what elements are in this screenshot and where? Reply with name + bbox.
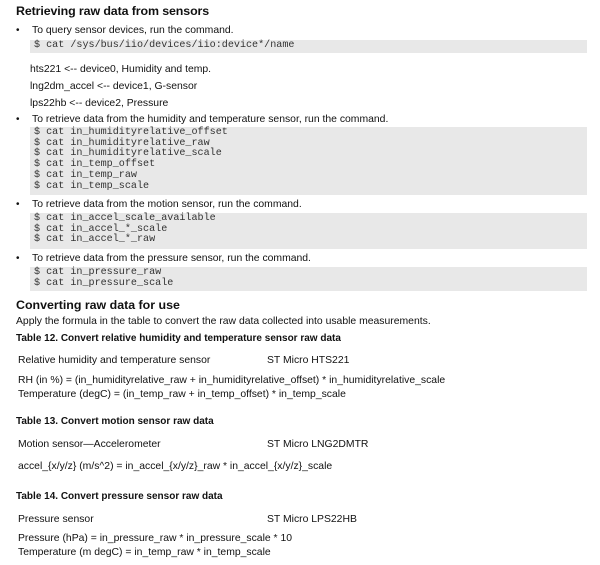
bullet-icon: • — [16, 114, 20, 125]
section-heading-retrieving: Retrieving raw data from sensors — [16, 4, 210, 18]
formula-line: RH (in %) = (in_humidityrelative_raw + in_humidityrelative_offset) * in_humidityrelative_scale — [18, 375, 446, 386]
table-caption: Table 12. Convert relative humidity and temperature sensor raw data — [16, 333, 341, 344]
code-line: $ cat in_accel_scale_available — [34, 213, 216, 224]
table-part-number: ST Micro HTS221 — [267, 355, 350, 366]
table-sensor-name: Relative humidity and temperature sensor — [18, 355, 211, 366]
table-sensor-name: Pressure sensor — [18, 514, 94, 525]
code-line: $ cat in_pressure_raw — [34, 267, 162, 278]
code-line: $ cat in_pressure_scale — [34, 277, 174, 289]
code-line: $ cat in_humidityrelative_offset — [34, 127, 228, 138]
table-part-number: ST Micro LNG2DMTR — [267, 439, 369, 450]
table-sensor-name: Motion sensor—Accelerometer — [18, 439, 161, 450]
bullet-icon: • — [16, 253, 20, 264]
code-line: $ cat in_temp_offset — [34, 159, 156, 171]
formula-line: Temperature (m degC) = in_temp_raw * in_temp_scale — [18, 547, 271, 558]
table-caption: Table 14. Convert pressure sensor raw data — [16, 491, 223, 502]
bullet-icon: • — [16, 199, 20, 210]
bullet-text-motion: To retrieve data from the motion sensor, run the command. — [32, 199, 302, 210]
code-block-motion — [30, 213, 587, 249]
bullet-text-humidity: To retrieve data from the humidity and temperature sensor, run the command. — [32, 114, 389, 125]
code-block-pressure — [30, 267, 587, 291]
code-line: $ cat in_accel_*_raw — [34, 234, 156, 246]
device-line: lps22hb <-- device2, Pressure — [30, 98, 169, 109]
intro-paragraph: Apply the formula in the table to convert the raw data collected into usable measurements. — [16, 316, 431, 327]
code-line: $ cat in_temp_raw — [34, 169, 137, 181]
table-part-number: ST Micro LPS22HB — [267, 514, 357, 525]
formula-line: Pressure (hPa) = in_pressure_raw * in_pressure_scale * 10 — [18, 533, 293, 544]
device-line: hts221 <-- device0, Humidity and temp. — [30, 64, 212, 75]
code-block-query — [30, 40, 587, 53]
formula-line: Temperature (degC) = (in_temp_raw + in_temp_offset) * in_temp_scale — [18, 389, 346, 400]
code-line: $ cat in_humidityrelative_scale — [34, 148, 222, 160]
bullet-text-query: To query sensor devices, run the command. — [32, 25, 234, 36]
bullet-icon: • — [16, 25, 20, 36]
code-line: $ cat in_accel_*_scale — [34, 223, 168, 235]
code-line: $ cat in_humidityrelative_raw — [34, 137, 210, 149]
table-caption: Table 13. Convert motion sensor raw data — [16, 416, 214, 427]
code-block-humidity — [30, 127, 587, 195]
code-line: $ cat in_temp_scale — [34, 180, 150, 192]
bullet-text-pressure: To retrieve data from the pressure sensor, run the command. — [32, 253, 311, 264]
code-line: $ cat /sys/bus/iio/devices/iio:device*/name — [34, 40, 295, 51]
device-line: lng2dm_accel <-- device1, G-sensor — [30, 81, 198, 92]
section-heading-converting: Converting raw data for use — [16, 298, 180, 312]
formula-line: accel_{x/y/z} (m/s^2) = in_accel_{x/y/z}_raw * in_accel_{x/y/z}_scale — [18, 461, 333, 472]
